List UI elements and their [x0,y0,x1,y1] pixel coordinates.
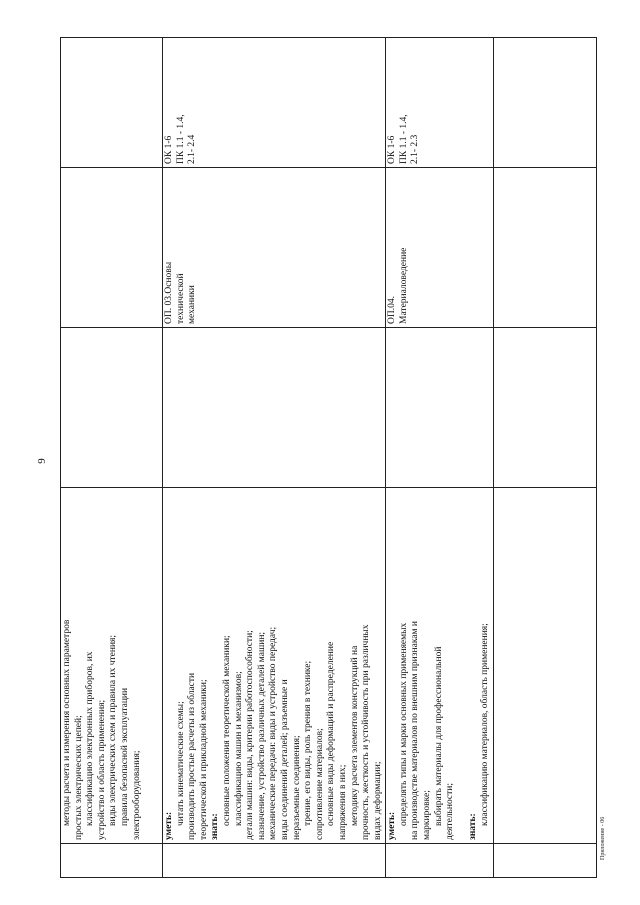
skill-line: виды электрических схем и правила их чтения; [108,634,119,826]
discipline-cell [493,168,596,328]
discipline-line: ОП. 03.Основы [164,261,174,324]
skill-line: видах деформации; [372,761,383,840]
skill-line: основные виды деформаций и распределение [326,641,337,826]
discipline-cell [163,168,386,328]
skill-line: трение, его виды, роль трения в технике; [303,660,314,826]
competency-line: ОК 1-6 [387,135,398,164]
skill-line: методику расчета элементов конструкций на [349,645,360,826]
discipline-line: ОП.04. [387,296,398,324]
footer-note: Приложение - 06 [600,816,606,860]
skill-line: производить простые расчеты из области [187,672,198,840]
skill-line: определять типы и марки основных применяемых [398,622,409,826]
skill-line: сопротивление материалов; [314,728,325,840]
competency-line: ПК 1.1 - 1.4, [175,114,186,164]
discipline-cell [386,168,493,328]
skill-line: деятельности; [445,782,456,840]
skill-line: простых электрических цепей; [73,715,84,840]
empty-cell [163,328,386,488]
table-row [493,38,596,878]
section-heading: знать: [468,813,479,840]
table-row [163,38,386,878]
skill-line: маркировке; [422,790,433,840]
skill-line [457,491,469,840]
skill-line: детали машин: виды, критерии работоспособности; [245,630,256,840]
skill-line: методы расчета и измерения основных параметров [62,619,72,826]
competencies-cell [386,38,493,168]
skill-line: электрооборудования; [131,750,142,840]
skill-line: классификацию материалов, область применения; [480,623,491,826]
skill-line: устройство и область применения; [96,699,107,840]
section-heading: уметь: [387,811,398,840]
row-index-cell [493,844,596,878]
row-index-cell [61,844,163,878]
discipline-line: механики [187,285,198,324]
row-index-cell [386,844,493,878]
skill-line: на производстве материалов по внешним признакам и [410,621,421,840]
skill-line: прочность, жесткость и устойчивость при различных [361,624,372,840]
skill-line: правила безопасной эксплуатации [119,687,130,826]
competency-line: ОК 1-6 [164,135,174,164]
skills-cell [163,488,386,844]
empty-cell [61,328,163,488]
discipline-cell [61,168,163,328]
competency-line: 2.1- 2.3 [410,134,421,164]
skills-cell [61,488,163,844]
skill-line: выбирать материалы для профессиональной [433,646,444,826]
curriculum-table [60,37,597,878]
competency-line: ПК 1.1 - 1.4, [398,114,409,164]
skill-line: напряжения в них; [337,764,348,840]
skill-line: виды соединений деталей; разъемные и [279,679,290,840]
skill-line: неразъемные соединения; [291,735,302,840]
skill-line: назначение, устройство различных деталей машин; [256,631,267,840]
skill-line: механические передачи: виды и устройство передач; [268,626,279,840]
skill-line: теоретической и прикладной механики; [198,679,209,840]
empty-cell [493,328,596,488]
row-index-cell [163,844,386,878]
competencies-cell [493,38,596,168]
discipline-line: технической [175,273,186,324]
discipline-line: Материаловедение [398,247,409,324]
section-heading: уметь: [164,811,174,840]
skill-line: основные положения теоретической механики; [221,635,232,826]
skills-cell [386,488,493,844]
table-row [386,38,493,878]
curriculum-table-rotated [60,38,495,878]
table-row [61,38,163,878]
empty-cell [386,328,493,488]
competencies-cell [61,38,163,168]
page-number: 9 [36,458,48,464]
skill-line: читать кинематические схемы; [175,701,186,826]
section-heading: знать: [210,813,221,840]
competencies-cell [163,38,386,168]
competency-line: 2.1- 2.4 [187,134,198,164]
skills-cell [493,488,596,844]
skill-line: классификацию машин и механизмов; [233,671,244,826]
skill-line: классификацию электронных приборов, их [85,651,96,826]
